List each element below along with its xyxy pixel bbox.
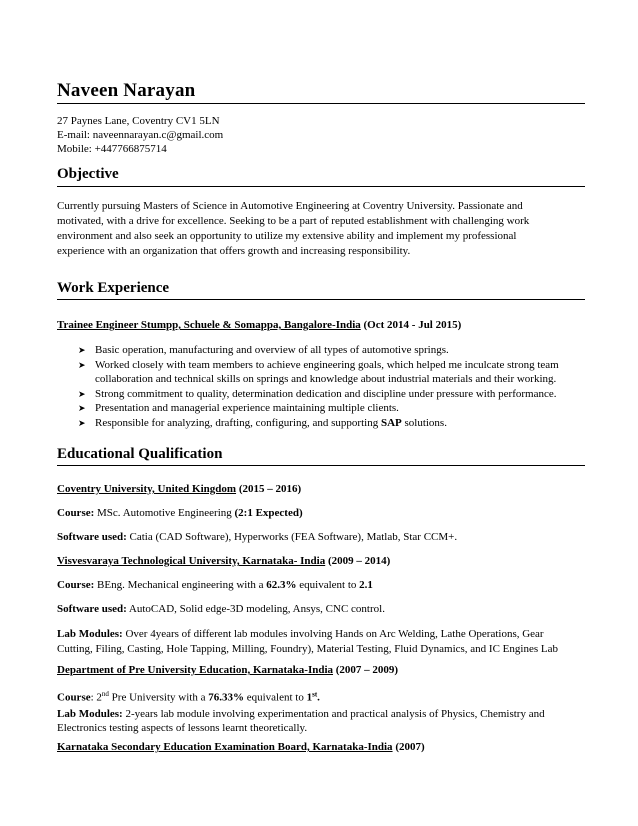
job-duties-list [78,343,588,430]
coventry-course: Course: MSc. Automotive Engineering (2:1 Expected) [57,507,303,519]
coventry-software: Software used: Catia (CAD Software), Hyperworks (FEA Software), Matlab, Star CCM+. [57,531,458,543]
address: 27 Paynes Lane, Coventry CV1 5LN [57,115,220,127]
job-employer: Trainee Engineer Stumpp, Schuele & Somappa, Bangalore-India [57,319,361,331]
mobile: Mobile: +447766875714 [57,143,167,155]
pu-course: Course: 2nd Pre University with a 76.33% equivalent to 1st. [57,690,320,704]
pu-lab-line-2: Electronics testing aspects of lessons learnt theoretically. [57,722,308,734]
sslc-title: Karnataka Secondary Education Examination Board, Karnataka-India (2007) [57,741,425,753]
list-item: ➤ Responsible for analyzing, drafting, configuring, and supporting SAP solutions. [78,416,447,429]
header-divider [57,103,585,104]
pu-lab-line-1: Lab Modules: 2-years lab module involving experimentation and practical analysis of Physics, Chemistry and [57,708,545,720]
objective-line-4: experience with an organization that offers growth and increasing responsibility. [57,245,411,257]
arrow-bullet-icon: ➤ [78,345,86,355]
education-divider [57,465,585,466]
job-title [57,319,461,331]
list-item: ➤ Strong commitment to quality, determination dedication and discipline under pressure with performance. [78,387,557,400]
work-experience-heading: Work Experience [57,280,170,296]
arrow-bullet-icon: ➤ [78,417,86,428]
job-dates: (Oct 2014 - Jul 2015) [360,319,462,331]
coventry-title: Coventry University, United Kingdom (2015 – 2016) [57,483,302,495]
list-item-continuation: collaboration and technical skills on springs and knowledge about industrial materials and their working. [95,373,557,385]
education-heading: Educational Qualification [57,446,223,462]
objective-line-3: environment and also seek an opportunity to utilize my extensive ability and implement my professional [57,230,517,242]
pu-title: Department of Pre University Education, Karnataka-India (2007 – 2009) [57,664,399,676]
vtu-lab-line-1: Lab Modules: Over 4years of different lab modules involving Hands on Arc Welding, Lathe Operations, Gear [57,628,544,640]
objective-line-1: Currently pursuing Masters of Science in Automotive Engineering at Coventry University. Passionate and [57,200,523,212]
arrow-bullet-icon: ➤ [78,388,86,399]
list-item: ➤ Presentation and managerial experience maintaining multiple clients. [78,402,399,414]
list-item: ➤ Basic operation, manufacturing and overview of all types of automotive springs. [78,344,449,356]
objective-divider [57,186,585,187]
email: E-mail: naveennarayan.c@gmail.com [57,129,224,141]
vtu-lab-line-2: Cutting, Filing, Casting, Hole Tapping, Milling, Foundry), Material Testing, Fluid Dynamics, and IC Engines Lab [57,643,558,655]
candidate-name: Naveen Narayan [57,80,196,101]
vtu-course: Course: BEng. Mechanical engineering with a 62.3% equivalent to 2.1 [57,579,373,591]
vtu-title: Visvesvaraya Technological University, Karnataka- India (2009 – 2014) [57,555,391,567]
list-item: ➤ Worked closely with team members to achieve engineering goals, which helped me inculcate strong team [78,358,559,371]
arrow-bullet-icon: ➤ [78,403,86,413]
arrow-bullet-icon: ➤ [78,359,86,370]
objective-heading: Objective [57,166,119,182]
objective-line-2: motivated, with a drive for excellence. Seeking to be a part of reputed establishment with challenging work [57,215,530,227]
work-divider [57,299,585,300]
vtu-software: Software used: AutoCAD, Solid edge-3D modeling, Ansys, CNC control. [57,603,385,615]
